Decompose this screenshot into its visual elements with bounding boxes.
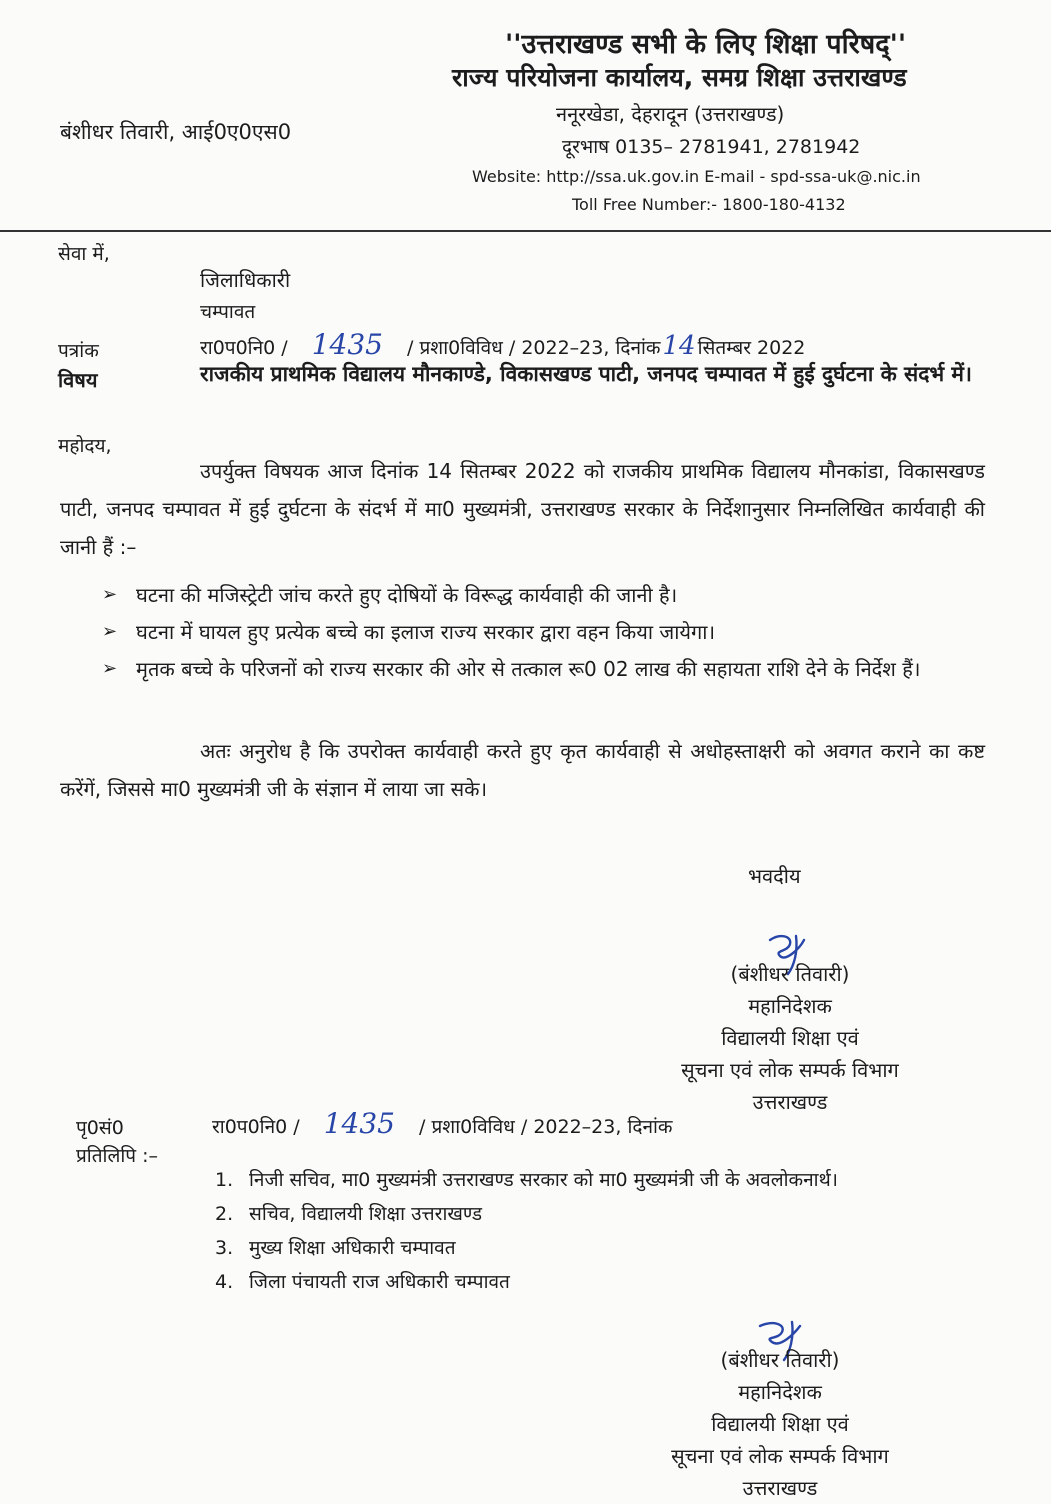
list-number: 2. — [215, 1203, 234, 1225]
list-item — [215, 1166, 975, 1194]
officer-name: बंशीधर तिवारी, आई0ए0एस0 — [60, 120, 292, 144]
subject-label: विषय — [58, 368, 98, 392]
salutation-to: सेवा में, — [58, 243, 110, 265]
list-item-text: मुख्य शिक्षा अधिकारी चम्पावत — [249, 1237, 456, 1259]
letterhead-title: ''उत्तराखण्ड सभी के लिए शिक्षा परिषद्'' — [505, 29, 907, 60]
arrow-bullet-icon: ➢ — [102, 621, 118, 642]
signatory-department-1: विद्यालयी शिक्षा एवं — [711, 1412, 849, 1436]
signatory-name: (बंशीधर तिवारी) — [720, 1348, 840, 1372]
list-item-text: घटना में घायल हुए प्रत्येक बच्चे का इलाज राज्य सरकार द्वारा वहन किया जायेगा। — [136, 620, 716, 644]
signatory-state: उत्तराखण्ड — [752, 1090, 828, 1114]
list-number: 1. — [215, 1169, 234, 1191]
copy-reference-prefix: रा0प0नि0 / — [212, 1116, 300, 1138]
copy-reference-middle: / प्रशा0विविध / 2022–23, दिनांक — [419, 1116, 673, 1138]
body-paragraph-1: उपर्युक्त विषयक आज दिनांक 14 सितम्बर 2022 को राजकीय प्राथमिक विद्यालय मौनकांडा, विकासखण्ड पाटी, जनपद चम्पावत में हुई दुर्घटना के संदर्भ में मा0 मुख्यमंत्री, उत्तराखण्ड सरकार के निर्देशानुसार निम्नलिखित कार्यवाही की जानी हैं :– — [60, 459, 985, 559]
signatory-department-1: विद्यालयी शिक्षा एवं — [721, 1026, 859, 1050]
reference-middle: / प्रशा0विविध / 2022–23, दिनांक — [407, 337, 661, 359]
copy-reference-line — [212, 1104, 673, 1147]
list-item — [215, 1200, 975, 1228]
list-item — [100, 578, 980, 612]
signatory-department-2: सूचना एवं लोक सम्पर्क विभाग — [681, 1058, 899, 1082]
copy-label: प्रतिलिपि :– — [76, 1145, 159, 1167]
recipient-place: चम्पावत — [200, 301, 256, 323]
arrow-bullet-icon: ➢ — [102, 584, 118, 605]
reference-prefix: रा0प0नि0 / — [200, 337, 288, 359]
list-number: 4. — [215, 1271, 234, 1293]
list-number: 3. — [215, 1237, 234, 1259]
letterhead-phone: दूरभाष 0135– 2781941, 2781942 — [562, 136, 861, 158]
list-item-text: सचिव, विद्यालयी शिक्षा उत्तराखण्ड — [249, 1203, 483, 1225]
arrow-bullet-icon: ➢ — [102, 658, 118, 679]
body-paragraph-2: अतः अनुरोध है कि उपरोक्त कार्यवाही करते हुए कृत कार्यवाही से अधोहस्ताक्षरी को अवगत कराने का कष्ट करेंगें, जिससे मा0 मुख्यमंत्री जी के संज्ञान में लाया जा सके। — [60, 739, 985, 801]
recipient: जिलाधिकारी — [200, 268, 291, 292]
list-item — [100, 615, 980, 649]
closing: भवदीय — [748, 864, 801, 888]
signatory-designation: महानिदेशक — [738, 1380, 822, 1404]
reference-month-year: सितम्बर 2022 — [697, 337, 806, 359]
subject-text: राजकीय प्राथमिक विद्यालय मौनकाण्डे, विकासखण्ड पाटी, जनपद चम्पावत में हुई दुर्घटना के संदर्भ में। — [200, 362, 972, 386]
reference-number-handwritten: 1435 — [311, 328, 383, 361]
list-item — [100, 652, 980, 686]
letterhead-website: Website: http://ssa.uk.gov.in E-mail - spd-ssa-uk@.nic.in — [472, 167, 921, 186]
list-item — [215, 1268, 975, 1296]
list-item-text: निजी सचिव, मा0 मुख्यमंत्री उत्तराखण्ड सरकार को मा0 मुख्यमंत्री जी के अवलोकनार्थ। — [249, 1169, 838, 1191]
list-item-text: घटना की मजिस्ट्रेटी जांच करते हुए दोषियों के विरूद्ध कार्यवाही की जानी है। — [136, 583, 678, 607]
letterhead-tollfree: Toll Free Number:- 1800-180-4132 — [572, 195, 846, 214]
letterhead-address: ननूरखेडा, देहरादून (उत्तराखण्ड) — [556, 102, 785, 126]
letterhead-office: राज्य परियोजना कार्यालय, समग्र शिक्षा उत्तराखण्ड — [452, 63, 907, 92]
signatory-state: उत्तराखण्ड — [742, 1476, 818, 1500]
signatory-designation: महानिदेशक — [748, 994, 832, 1018]
signatory-department-2: सूचना एवं लोक सम्पर्क विभाग — [671, 1444, 889, 1468]
list-item — [215, 1234, 975, 1262]
action-list — [100, 578, 980, 689]
signature-block-copy — [630, 1344, 930, 1504]
greeting: महोदय, — [58, 435, 112, 457]
signature-block — [640, 958, 940, 1118]
copy-label-ref: पृ0सं0 — [76, 1117, 124, 1139]
copy-recipient-list — [215, 1166, 975, 1302]
header-divider — [0, 230, 1051, 232]
reference-label: पत्रांक — [58, 340, 99, 362]
list-item-text: जिला पंचायती राज अधिकारी चम्पावत — [249, 1271, 510, 1293]
copy-reference-number-handwritten: 1435 — [323, 1107, 395, 1140]
reference-day-handwritten: 14 — [662, 331, 696, 361]
list-item-text: मृतक बच्चे के परिजनों को राज्य सरकार की ओर से तत्काल रू0 02 लाख की सहायता राशि देने के निर्देश हैं। — [136, 657, 921, 681]
signatory-name: (बंशीधर तिवारी) — [730, 962, 850, 986]
